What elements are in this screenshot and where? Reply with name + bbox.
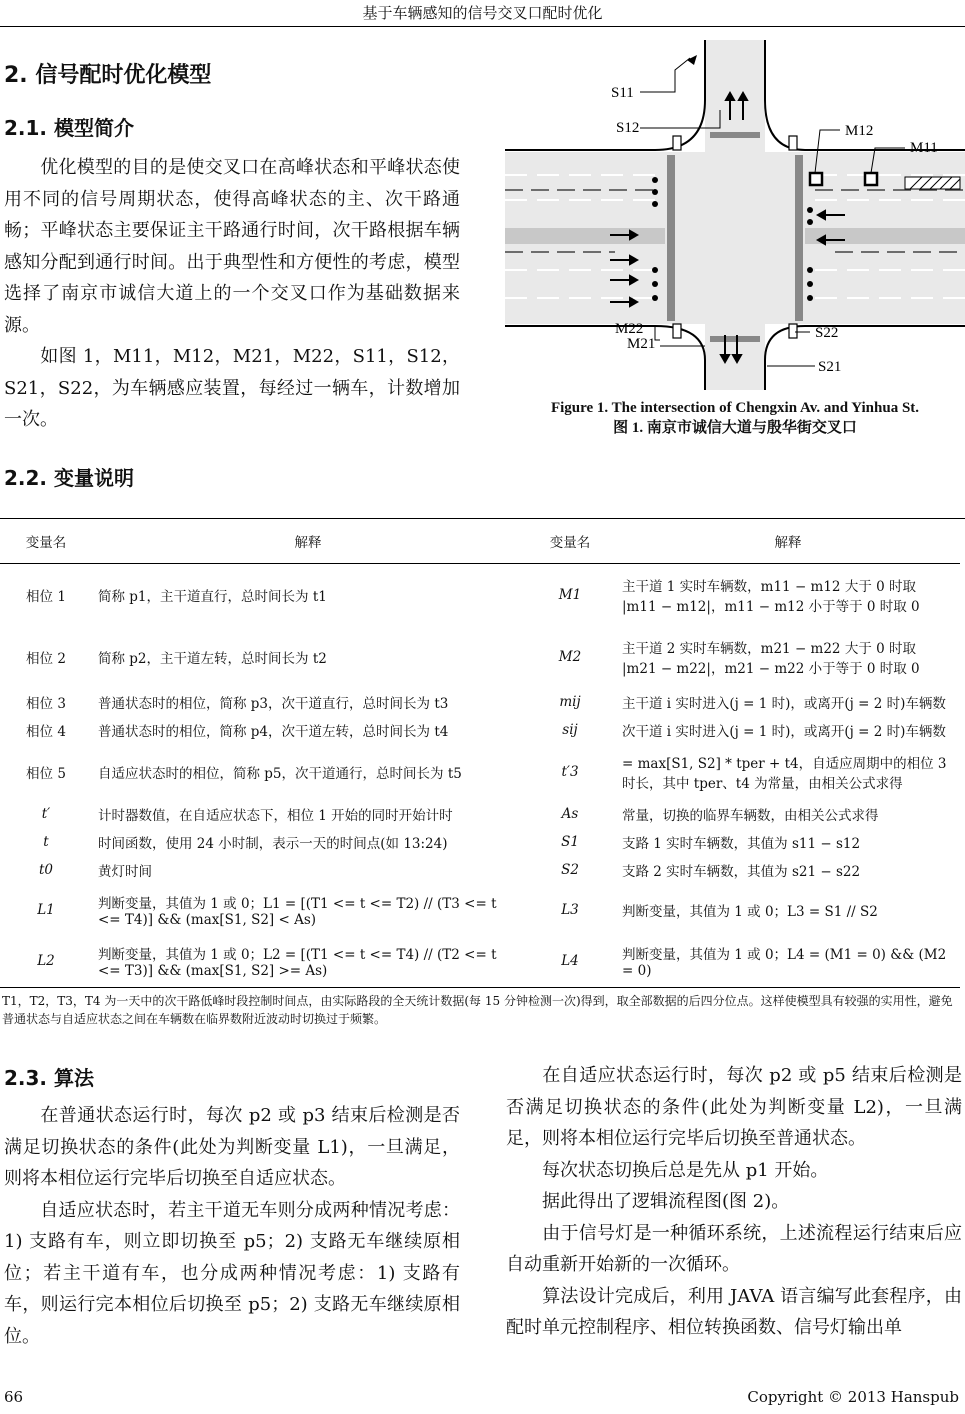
figure-caption-cn: 图 1. 南京市诚信大道与殷华街交叉口 xyxy=(613,420,857,436)
table-cell: 主干道 1 实时车辆数，m11 − m12 大于 0 时取 |m11 − m12|，m11 − m12 小于等于 0 时取 0 xyxy=(622,578,920,615)
paragraph: 如图 1，M11，M12，M21，M22，S11，S12，S21，S22，为车辆感应装置，每经过一辆车，计数增加一次。 xyxy=(4,346,460,430)
paragraph: 每次状态切换后总是先从 p1 开始。 xyxy=(542,1159,829,1181)
table-cell: 时间函数，使用 24 小时制，表示一天的时间点(如 13:24) xyxy=(98,835,448,852)
paragraph: 在自适应状态运行时，每次 p2 或 p5 结束后检测是否满足切换状态的条件(此处为判断变量 L2)，一旦满足，则将本相位运行完毕后切换至普通状态。 xyxy=(506,1065,962,1149)
table-row xyxy=(0,716,960,744)
table-cell: 简称 p2，主干道左转，总时间长为 t2 xyxy=(98,650,327,667)
table-row xyxy=(0,744,960,800)
intro-text-block xyxy=(4,152,460,436)
table-cell: 判断变量，其值为 1 或 0；L3 = S1 // S2 xyxy=(622,903,878,920)
table-cell: 次干道 i 实时进入(j = 1 时)，或离开(j = 2 时)车辆数 xyxy=(622,723,946,740)
paragraph: 优化模型的目的是使交叉口在高峰状态和平峰状态使用不同的信号周期状态，使得高峰状态的主、次干路通畅；平峰状态主要保证主干路通行时间，次干路根据车辆感知分配到通行时间。出于典型性和方便性的考虑，模型选择了南京市诚信大道上的一个交叉口作为基础数据来源。 xyxy=(4,157,460,336)
table-header: 解释 xyxy=(616,519,960,564)
section-heading: 2. 信号配时优化模型 xyxy=(4,63,212,88)
table-row xyxy=(0,626,960,688)
table-row xyxy=(0,936,960,988)
label-s21: S21 xyxy=(818,359,842,375)
paragraph: 在普通状态运行时，每次 p2 或 p3 结束后检测是否满足切换状态的条件(此处为判断变量 L1)，一旦满足，则将本相位运行完毕后切换至自适应状态。 xyxy=(4,1105,460,1189)
paragraph: 由于信号灯是一种循环系统，上述流程运行结束后应自动重新开始新的一次循环。 xyxy=(506,1222,962,1275)
table-cell: L1 xyxy=(37,901,55,918)
intersection-diagram xyxy=(505,40,965,390)
table-cell: 相位 4 xyxy=(26,723,66,740)
label-s22: S22 xyxy=(815,325,839,341)
table-cell: 计时器数值，在自适应状态下，相位 1 开始的同时开始计时 xyxy=(98,807,453,824)
copyright: Copyright © 2013 Hanspub xyxy=(747,1388,959,1406)
subsection-heading-2-2: 2.2. 变量说明 xyxy=(4,466,134,490)
table-row xyxy=(0,884,960,936)
variable-table xyxy=(0,519,960,988)
table-header: 变量名 xyxy=(524,519,616,564)
table-header: 变量名 xyxy=(0,519,92,564)
label-m12: M12 xyxy=(845,123,874,139)
table-row xyxy=(0,856,960,884)
table-header-row xyxy=(0,519,960,564)
table-cell: sij xyxy=(562,721,578,738)
table-cell: 判断变量，其值为 1 或 0；L2 = [(T1 <= t <= T4) // (T2 <= t <= T3)] && (max[S1, S2] >= As) xyxy=(98,947,497,980)
table-cell: 相位 5 xyxy=(26,765,66,782)
paragraph: 据此得出了逻辑流程图(图 2)。 xyxy=(542,1191,790,1212)
figure-caption-en: Figure 1. The intersection of Chengxin Av. and Yinhua St. xyxy=(550,400,920,416)
table-cell: 相位 1 xyxy=(26,588,66,605)
paragraph: 算法设计完成后，利用 JAVA 语言编写此套程序，由配时单元控制程序、相位转换函数、信号灯输出单 xyxy=(506,1285,962,1338)
table-cell: 支路 2 实时车辆数，其值为 s21 − s22 xyxy=(622,863,861,880)
table-cell: 自适应状态时的相位，简称 p5，次干道通行，总时间长为 t5 xyxy=(98,765,462,782)
label-s11: S11 xyxy=(611,85,634,101)
left-column-text xyxy=(4,1100,460,1352)
table-cell: 常量，切换的临界车辆数，由相关公式求得 xyxy=(622,807,879,824)
table-cell: 相位 3 xyxy=(26,695,66,712)
table-cell: As xyxy=(561,805,579,822)
table-cell: 普通状态时的相位，简称 p3，次干道直行，总时间长为 t3 xyxy=(98,695,449,712)
table-cell: 支路 1 实时车辆数，其值为 s11 − s12 xyxy=(622,835,861,852)
table-cell: t0 xyxy=(38,861,53,878)
table-cell: L3 xyxy=(561,901,579,918)
table-cell: = max[S1, S2] * tper + t4，自适应周期中的相位 3 时长，其中 tper、t4 为常量，由相关公式求得 xyxy=(622,755,947,792)
table-cell: t′ xyxy=(41,805,51,822)
subsection-heading-2-3: 2.3. 算法 xyxy=(4,1066,94,1090)
table-cell: L4 xyxy=(561,953,579,970)
right-column-text xyxy=(506,1060,962,1344)
label-m11: M11 xyxy=(910,140,938,156)
label-s12: S12 xyxy=(616,120,640,136)
table-cell: M1 xyxy=(558,586,582,603)
table-cell: 主干道 i 实时进入(j = 1 时)，或离开(j = 2 时)车辆数 xyxy=(622,695,946,712)
table-row xyxy=(0,564,960,626)
label-m21: M21 xyxy=(627,336,656,352)
table-cell: 判断变量，其值为 1 或 0；L1 = [(T1 <= t <= T2) // (T3 <= t <= T4)] && (max[S1, S2] < As) xyxy=(98,895,497,928)
table-cell: 简称 p1，主干道直行，总时间长为 t1 xyxy=(98,588,327,605)
table-cell: mij xyxy=(559,693,581,710)
table-row xyxy=(0,688,960,716)
table-cell: 判断变量，其值为 1 或 0；L4 = (M1 = 0) && (M2 = 0) xyxy=(622,947,947,980)
table-row xyxy=(0,828,960,856)
table-row xyxy=(0,800,960,828)
table-cell: 黄灯时间 xyxy=(98,863,152,880)
table-cell: 相位 2 xyxy=(26,650,66,667)
figure-caption xyxy=(510,398,960,438)
subsection-heading-2-1: 2.1. 模型简介 xyxy=(4,116,134,140)
table-cell: t xyxy=(43,833,49,850)
table-cell: 普通状态时的相位，简称 p4，次干道左转，总时间长为 t4 xyxy=(98,723,449,740)
table-cell: M2 xyxy=(558,648,582,665)
table-cell: S2 xyxy=(561,861,579,878)
label-m22: M22 xyxy=(615,321,644,337)
table-cell: 主干道 2 实时车辆数，m21 − m22 大于 0 时取 |m21 − m22|，m21 − m22 小于等于 0 时取 0 xyxy=(622,640,920,677)
table-note: T1，T2，T3，T4 为一天中的次干路低峰时段控制时间点，由实际路段的全天统计数据(每 15 分钟检测一次)得到，取全部数据的后四分位点。这样使模型具有较强的实用性，避免普通状态与自适应状态之间在车辆数在临界数附近波动时切换过于频繁。 xyxy=(2,994,953,1026)
running-head: 基于车辆感知的信号交叉口配时优化 xyxy=(362,4,603,22)
variable-table-wrapper xyxy=(0,518,965,988)
page-number: 66 xyxy=(4,1388,24,1406)
table-cell: t′3 xyxy=(561,763,579,780)
table-header: 解释 xyxy=(92,519,524,564)
table-cell: S1 xyxy=(561,833,579,850)
table-cell: L2 xyxy=(37,953,55,970)
header-rule xyxy=(0,26,965,27)
paragraph: 自适应状态时，若主干道无车则分成两种情况考虑：1) 支路有车，则立即切换至 p5；2) 支路无车继续原相位；若主干道有车，也分成两种情况考虑：1) 支路有车，则运行完本相位后切换至 p5；2) 支路无车继续原相位。 xyxy=(4,1199,460,1347)
